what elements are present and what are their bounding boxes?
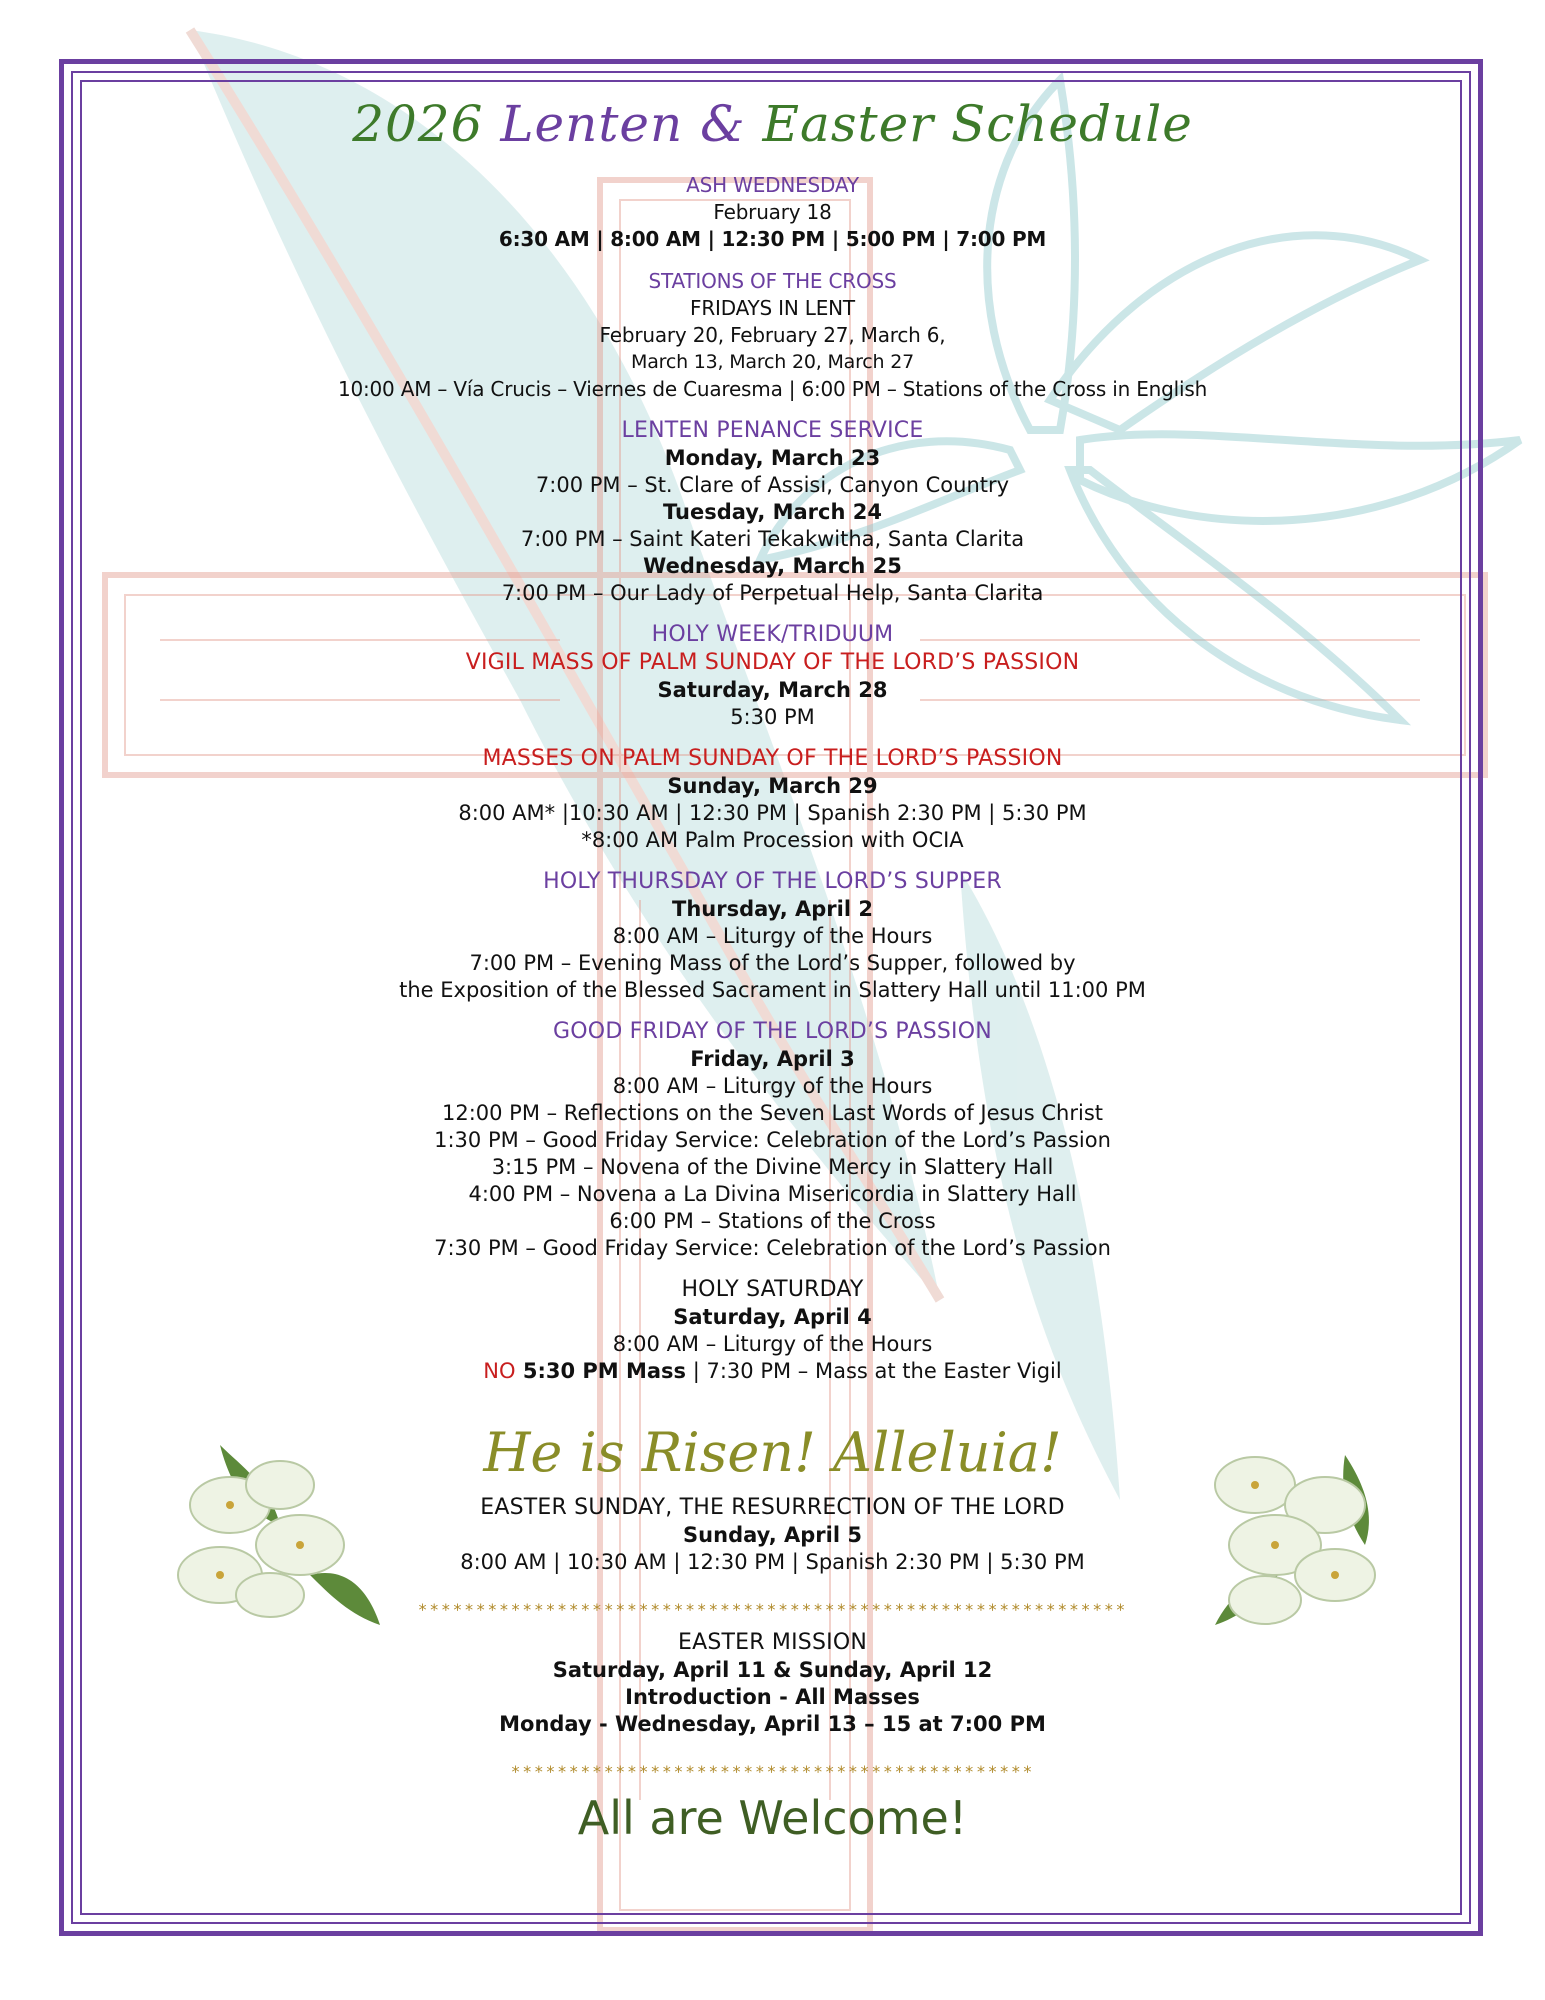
section-heading: HOLY THURSDAY OF THE LORD’S SUPPER	[543, 869, 1002, 894]
holy-saturday-section	[90, 1276, 1455, 1385]
section-heading: MASSES ON PALM SUNDAY OF THE LORD’S PASSION	[482, 746, 1063, 771]
event-note: *8:00 AM Palm Procession with OCIA	[581, 828, 964, 852]
welcome-message: All are Welcome!	[577, 1791, 968, 1845]
stations-section	[90, 267, 1455, 403]
title-year: 2026	[352, 95, 501, 153]
title-lenten: Lenten &	[500, 95, 763, 153]
section-subheading: FRIDAYS IN LENT	[690, 296, 855, 320]
event-date: February 18	[713, 200, 832, 224]
schedule-content	[90, 95, 1455, 1845]
event-line: the Exposition of the Blessed Sacrament in Slattery Hall until 11:00 PM	[399, 978, 1146, 1002]
star-divider: *************************************************************	[417, 1600, 1128, 1619]
easter-sunday-section	[90, 1494, 1455, 1576]
section-heading: HOLY WEEK/TRIDUUM	[651, 622, 894, 647]
event-line: 1:30 PM – Good Friday Service: Celebration of the Lord’s Passion	[434, 1128, 1111, 1152]
event-line: Introduction - All Masses	[625, 1685, 920, 1709]
event-line: 4:00 PM – Novena a La Divina Misericordia in Slattery Hall	[468, 1182, 1077, 1206]
page-title	[90, 95, 1455, 153]
holy-thursday-section	[90, 868, 1455, 1004]
event-line: 3:15 PM – Novena of the Divine Mercy in Slattery Hall	[491, 1155, 1054, 1179]
section-heading: STATIONS OF THE CROSS	[648, 269, 897, 293]
section-heading: HOLY SATURDAY	[681, 1277, 864, 1302]
event-line: 12:00 PM – Reflections on the Seven Last Words of Jesus Christ	[441, 1101, 1103, 1125]
event-dates: March 13, March 20, March 27	[631, 351, 914, 373]
event-line: 8:00 AM – Liturgy of the Hours	[612, 1332, 933, 1356]
easter-mission-section	[90, 1629, 1455, 1738]
event-date: Tuesday, March 24	[663, 500, 882, 524]
event-date: Saturday, April 4	[673, 1305, 872, 1329]
penance-section	[90, 417, 1455, 607]
vigil-heading: VIGIL MASS OF PALM SUNDAY OF THE LORD’S PASSION	[465, 650, 1080, 675]
section-heading: GOOD FRIDAY OF THE LORD’S PASSION	[553, 1019, 992, 1044]
event-dates: February 20, February 27, March 6,	[599, 323, 946, 347]
event-date: Saturday, March 28	[657, 678, 888, 702]
section-heading: ASH WEDNESDAY	[686, 173, 859, 197]
no-mass-text: 5:30 PM Mass	[515, 1359, 687, 1383]
event-line: 7:30 PM – Good Friday Service: Celebration of the Lord’s Passion	[434, 1236, 1111, 1260]
mass-times: 8:00 AM | 10:30 AM | 12:30 PM | Spanish 2:30 PM | 5:30 PM	[460, 1550, 1085, 1574]
event-date: Sunday, March 29	[667, 774, 878, 798]
event-date: Saturday, April 11 & Sunday, April 12	[552, 1658, 993, 1682]
event-line: 7:00 PM – Evening Mass of the Lord’s Supper, followed by	[469, 951, 1076, 975]
he-is-risen-banner: He is Risen! Alleluia!	[483, 1421, 1062, 1484]
event-time: 5:30 PM	[730, 705, 815, 729]
star-divider: *********************************************	[510, 1762, 1035, 1781]
no-mass-marker: NO	[483, 1359, 516, 1383]
vigil-mass-text: | 7:30 PM – Mass at the Easter Vigil	[686, 1359, 1062, 1383]
event-line: 8:00 AM – Liturgy of the Hours	[612, 1074, 933, 1098]
title-easter-schedule: Easter Schedule	[762, 95, 1193, 153]
good-friday-section	[90, 1018, 1455, 1262]
mass-times: 6:30 AM | 8:00 AM | 12:30 PM | 5:00 PM | 7:00 PM	[498, 227, 1047, 251]
section-heading: EASTER SUNDAY, THE RESURRECTION OF THE LORD	[480, 1495, 1065, 1520]
section-heading: EASTER MISSION	[678, 1630, 867, 1655]
event-line: 7:00 PM – Our Lady of Perpetual Help, Santa Clarita	[501, 581, 1044, 605]
section-heading: LENTEN PENANCE SERVICE	[621, 418, 924, 443]
vigil-line	[90, 1358, 1455, 1385]
holy-week-section	[90, 621, 1455, 731]
event-line: 6:00 PM – Stations of the Cross	[609, 1209, 936, 1233]
event-date: Friday, April 3	[690, 1047, 855, 1071]
event-line: 8:00 AM – Liturgy of the Hours	[612, 924, 933, 948]
event-date: Monday, March 23	[664, 446, 881, 470]
event-line: Monday - Wednesday, April 13 – 15 at 7:00 PM	[499, 1712, 1046, 1736]
event-date: Thursday, April 2	[672, 897, 873, 921]
event-date: Wednesday, March 25	[643, 554, 902, 578]
mass-times: 8:00 AM* |10:30 AM | 12:30 PM | Spanish 2:30 PM | 5:30 PM	[458, 801, 1087, 825]
palm-sunday-section	[90, 745, 1455, 854]
event-times: 10:00 AM – Vía Crucis – Viernes de Cuaresma | 6:00 PM – Stations of the Cross in English	[337, 377, 1208, 401]
event-line: 7:00 PM – St. Clare of Assisi, Canyon Country	[535, 473, 1010, 497]
ash-wednesday-section	[90, 171, 1455, 253]
event-date: Sunday, April 5	[683, 1523, 862, 1547]
event-line: 7:00 PM – Saint Kateri Tekakwitha, Santa Clarita	[520, 527, 1025, 551]
